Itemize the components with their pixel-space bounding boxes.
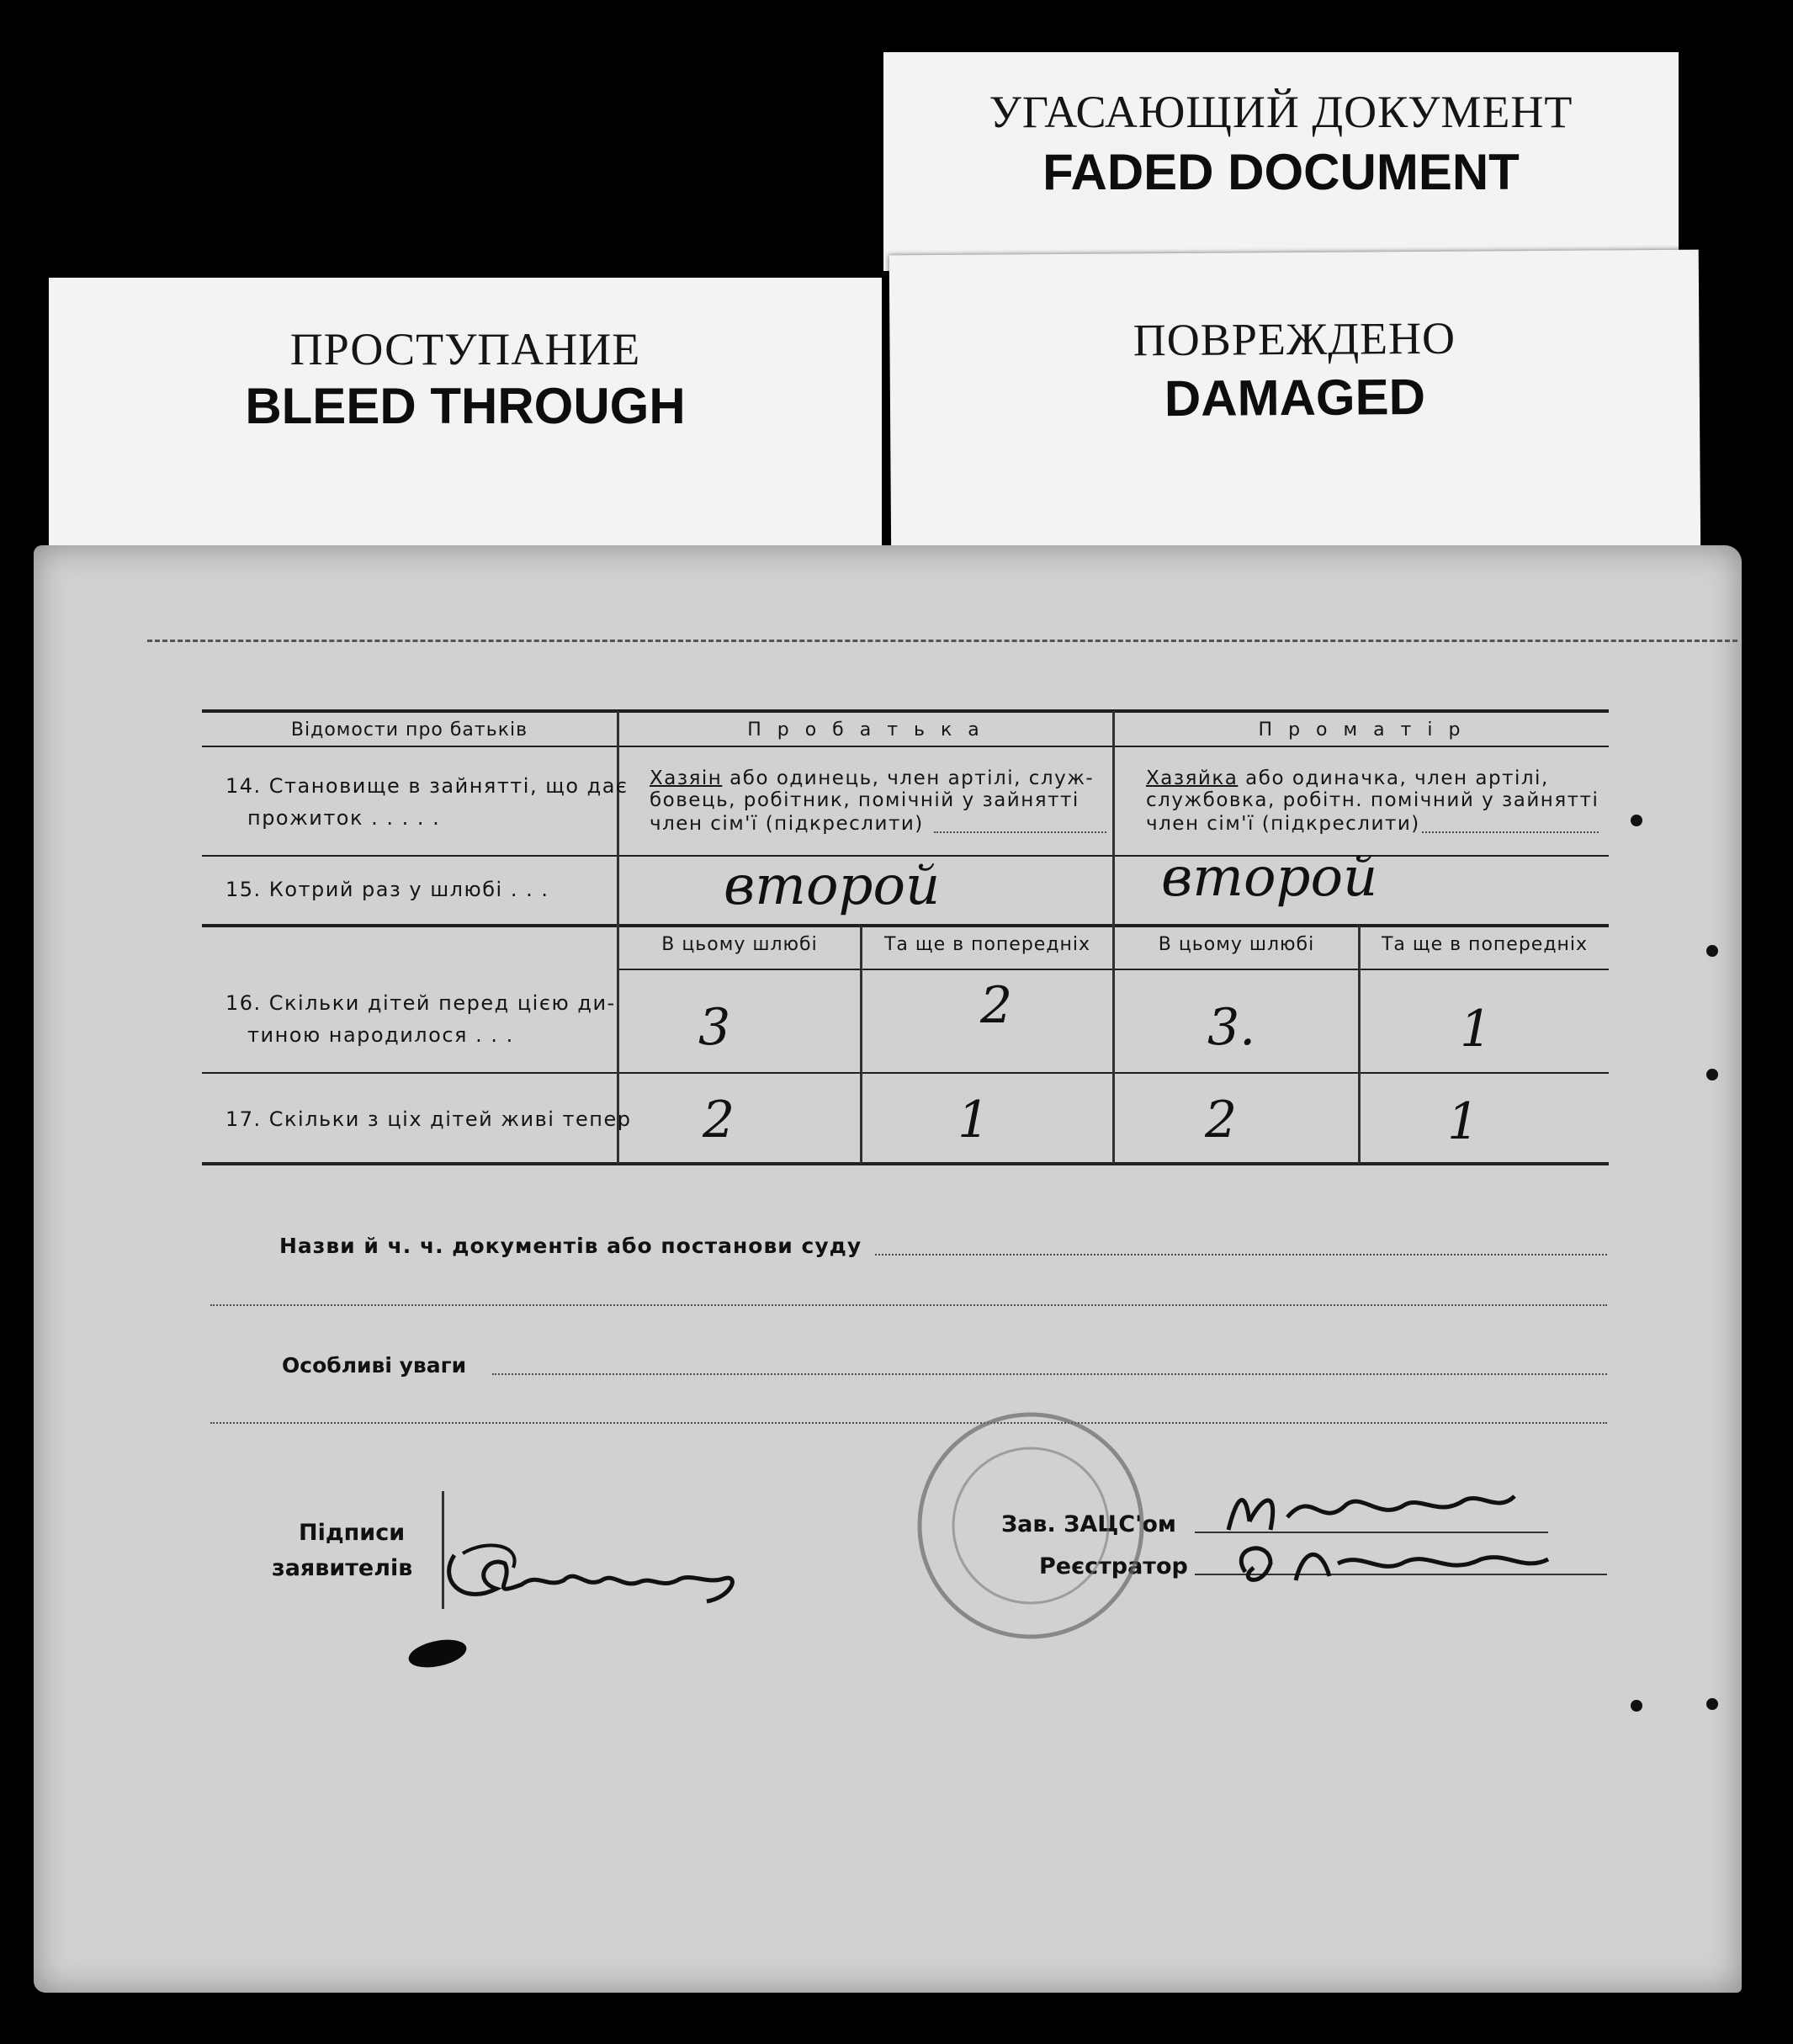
bleed-through-tag bbox=[49, 278, 882, 564]
bleed-tag-en: BLEED THROUGH bbox=[245, 378, 686, 434]
row14-father-line3: член сім'ї (підкреслити) bbox=[650, 813, 924, 835]
faded-tag-en: FADED DOCUMENT bbox=[1042, 144, 1520, 200]
damaged-tag-en: DAMAGED bbox=[1164, 368, 1426, 427]
punch-hole bbox=[1706, 945, 1718, 957]
row14-father-line1 bbox=[650, 767, 1094, 789]
header-mother: П р о м а т і р bbox=[1258, 719, 1466, 741]
row17-value-2: 1 bbox=[958, 1091, 990, 1149]
table-top-rule bbox=[202, 709, 1609, 713]
punch-hole bbox=[1706, 1069, 1718, 1080]
mother-underlined-option: Хазяйка bbox=[1146, 767, 1239, 789]
faded-tag-ru: УГАСАЮЩИЙ ДОКУМЕНТ bbox=[989, 87, 1573, 137]
header-rule bbox=[202, 746, 1609, 747]
sub-father-this: В цьому шлюбі bbox=[661, 934, 818, 955]
row14-father-line2: бовець, робітник, помічній у зайнятті bbox=[650, 789, 1080, 811]
applicants-label-1: Підписи bbox=[299, 1520, 406, 1546]
row16-value-4: 1 bbox=[1460, 1000, 1493, 1059]
documents-line-2 bbox=[210, 1304, 1607, 1306]
notes-line bbox=[492, 1373, 1607, 1375]
applicant-signature bbox=[438, 1521, 774, 1614]
row16-label-2: тиною народилося . . . bbox=[247, 1023, 514, 1047]
damaged-tag-ru: ПОВРЕЖДЕНО bbox=[1133, 312, 1456, 366]
damaged-tag bbox=[889, 250, 1701, 567]
row15-label: 15. Котрий раз у шлюбі . . . bbox=[225, 878, 549, 901]
documents-label: Назви й ч. ч. документів або постанови суду bbox=[279, 1234, 862, 1258]
faded-document-tag bbox=[883, 52, 1679, 271]
row14-label-2: прожиток . . . . . bbox=[247, 806, 441, 830]
row17-value-3: 2 bbox=[1205, 1091, 1238, 1149]
registrar-label: Реєстратор bbox=[1039, 1553, 1188, 1579]
punch-hole bbox=[1706, 1698, 1718, 1710]
row14-mother-line1 bbox=[1146, 767, 1549, 789]
row17-value-4: 1 bbox=[1447, 1092, 1480, 1151]
row16-value-3: 3. bbox=[1207, 998, 1256, 1057]
row15-rule bbox=[202, 924, 1609, 927]
applicants-label-2: заявителів bbox=[272, 1555, 413, 1581]
fold-line bbox=[147, 640, 1737, 642]
col-divider-4 bbox=[1358, 926, 1361, 1164]
official-stamp bbox=[909, 1404, 1153, 1648]
documents-line bbox=[875, 1254, 1607, 1256]
punch-hole bbox=[1631, 815, 1642, 826]
sub-mother-this: В цьому шлюбі bbox=[1158, 934, 1315, 955]
table-bottom-rule bbox=[202, 1162, 1609, 1165]
ink-blot bbox=[406, 1635, 469, 1672]
document-sheet bbox=[34, 545, 1742, 1993]
mother-dotline bbox=[1422, 831, 1599, 833]
father-dotline bbox=[934, 831, 1106, 833]
row16-rule bbox=[202, 1072, 1609, 1074]
row15-father-handwriting: второй bbox=[724, 855, 941, 917]
row17-label: 17. Скільки з ціх дітей живі тепер bbox=[225, 1107, 632, 1131]
row16-value-1: 3 bbox=[698, 998, 731, 1057]
head-label: Зав. ЗАЦС'ом bbox=[1001, 1511, 1176, 1537]
row17-value-1: 2 bbox=[703, 1091, 735, 1149]
punch-hole bbox=[1631, 1700, 1642, 1712]
sub-mother-previous: Та ще в попередніх bbox=[1381, 934, 1589, 955]
col-divider-3 bbox=[860, 926, 862, 1164]
notes-label: Особливі уваги bbox=[282, 1353, 467, 1378]
sub-father-previous: Та ще в попередніх bbox=[883, 934, 1091, 955]
father-underlined-option: Хазяін bbox=[650, 767, 723, 789]
official-signatures bbox=[1212, 1471, 1582, 1606]
row15-mother-handwriting: второй bbox=[1161, 847, 1378, 909]
bleed-tag-ru: ПРОСТУПАНИЕ bbox=[289, 324, 641, 374]
father-line1-rest: або одинець, член артілі, служ- bbox=[722, 767, 1095, 789]
row16-label-1: 16. Скільки дітей перед цією ди- bbox=[225, 991, 616, 1015]
row14-label-1: 14. Становище в зайнятті, що дає bbox=[225, 774, 629, 798]
row14-mother-line2: службовка, робітн. помічний у зайнятті bbox=[1146, 789, 1599, 811]
row16-value-2: 2 bbox=[980, 976, 1013, 1035]
header-info: Відомости про батьків bbox=[290, 719, 528, 741]
mother-line1-rest: або одиначка, член артілі, bbox=[1238, 767, 1549, 789]
row14-mother-line3: член сім'ї (підкреслити) bbox=[1146, 813, 1420, 835]
header-father: П р о б а т ь к а bbox=[747, 719, 984, 741]
